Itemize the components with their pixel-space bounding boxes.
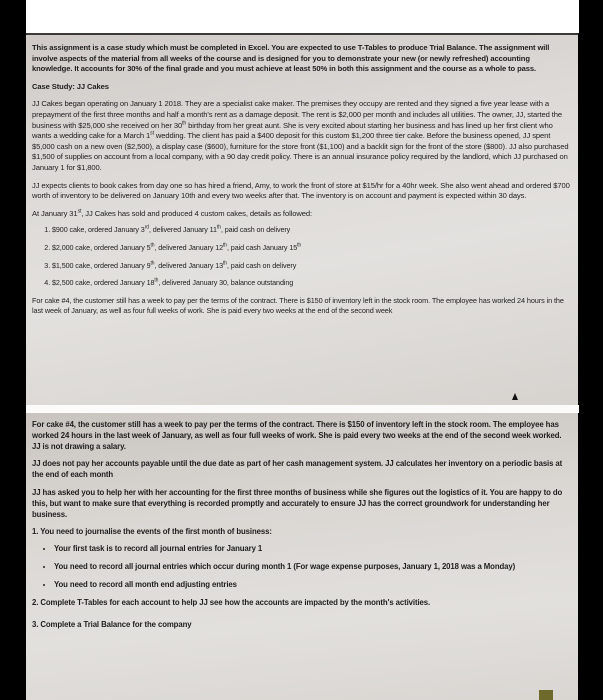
text-run: wedding. The client has paid a $400 deposit for this custom $1,200 three tier cake. Before the business opened, JJ spent $5,000 cash on a new oven ($2,500), a display case ($600), furniture for the store front ($1,100) and a backlit sign for the front of the store ($800). JJ also purchased $1,500 of supplies on account from a local company, with a 90 day credit policy. There is an annual insurance policy required by the landlord, which JJ purchased on January 1 for $1,800. (32, 131, 569, 172)
bullet-item: • You need to record all journal entries which occur during month 1 (For wage expense purposes, January 1, 2018 was a Monday) (54, 562, 572, 573)
superscript: st (77, 208, 82, 215)
text-run: At January 31 (32, 208, 78, 218)
accounts-payable-paragraph: JJ does not pay her accounts payable until the due date as part of her cash management system. JJ calculates her inventory on a periodic basis at the end of each month (32, 459, 563, 480)
text-run: , paid cash on delivery (220, 225, 291, 235)
help-request-paragraph: JJ has asked you to help her with her accounting for the first three months of business while she figures out the logistics of it. You are happy to do this, but want to make sure that everything is recorded promptly and accurately to ensure JJ has the correct groundwork for understanding her business. (32, 487, 563, 519)
text-run: , paid cash January 15 (227, 242, 298, 252)
cake-order-item (52, 278, 572, 289)
superscript: st (150, 130, 154, 137)
text-run: , JJ Cakes has sold and produced 4 custom cakes, details as followed: (81, 208, 313, 218)
cake-order-item (52, 225, 572, 236)
bullet-item: • You need to record all month end adjusting entries (54, 580, 572, 591)
text-run: $1,500 cake, ordered January 9 (52, 260, 151, 270)
cake-4-paragraph-cut: For cake #4, the customer still has a week to pay per the terms of the contract. There is $150 of inventory left in the stock room. The employee has worked 24 hours in the last week of January, as well as four full weeks of work. She is paid every two weeks at the end of the second week (32, 295, 564, 316)
bullet-item: • Your first task is to record all journal entries for January 1 (54, 544, 572, 555)
task-2: 2. Complete T-Tables for each account to help JJ see how the accounts are impacted by the month's activities. (32, 597, 431, 607)
text-run: birthday from her great aunt. She is very excited about starting her business and has lined up her first client who wants a wedding cake for a March 1 (32, 120, 553, 141)
superscript: th (150, 242, 155, 249)
cake-orders-list (32, 225, 572, 288)
task-1-bullets (32, 544, 572, 590)
superscript: th (154, 277, 159, 284)
superscript: th (297, 242, 302, 249)
business-background-paragraph (32, 99, 572, 173)
text-run: , delivered January 13 (154, 260, 224, 270)
text-run: , paid cash on delivery (227, 260, 297, 270)
task-list (32, 527, 572, 631)
text-run: JJ Cakes began operating on January 1 2018. They are a specialist cake maker. The premises they occupy are rented and they signed a five year lease with a prepayment of the first three months and half a month's rent as a damage deposit. The rent is $2,000 per month and includes all utilities. The owner, JJ, started the business with $25,000 she received on her 30 (32, 99, 563, 130)
sales-intro (32, 209, 572, 220)
task-1: 1. You need to journalise the events of the first month of business: (32, 527, 272, 537)
document-body (26, 413, 578, 631)
superscript: rd (144, 224, 149, 231)
case-study-title: Case Study: JJ Cakes (32, 81, 109, 91)
text-run: , delivered January 12 (154, 242, 224, 252)
intro-paragraph: This assignment is a case study which must be completed in Excel. You are expected to use T-Tables to produce Trial Balance. The assignment will involve aspects of the material from all weeks of the course and is designed for you to demonstrate your new (or newly refreshed) accounting knowledge. It accounts for 30% of the final grade and you must achieve at least 50% in both this assignment and the course as a whole to pass. (32, 43, 550, 74)
top-white-margin (26, 0, 579, 33)
superscript: th (223, 242, 227, 249)
cake-order-item (52, 261, 572, 272)
photo-divider (26, 405, 579, 413)
superscript: th (223, 260, 227, 267)
text-run: , delivered January 30, balance outstanding (158, 278, 294, 288)
document-photo-1 (26, 33, 578, 407)
mouse-cursor-icon (512, 393, 518, 400)
corner-badge (539, 690, 553, 700)
cake-4-paragraph: For cake #4, the customer still has a week to pay per the terms of the contract. There is $150 of inventory left in the stock room. The employee has worked 24 hours in the last week of January, as well as four full weeks of work. She is paid every two weeks at the end of the second week worked. JJ is not drawing a salary. (32, 420, 562, 451)
text-run: $2,000 cake, ordered January 5 (52, 242, 151, 252)
superscript: th (216, 224, 221, 231)
text-run: $2,500 cake, ordered January 18 (52, 278, 155, 288)
cake-order-item (52, 243, 572, 254)
superscript: th (150, 260, 155, 267)
task-3: 3. Complete a Trial Balance for the company (32, 620, 192, 630)
document-body (26, 35, 578, 317)
text-run: $900 cake, ordered January 3 (52, 225, 145, 235)
document-photo-2 (26, 413, 578, 700)
text-run: , delivered January 11 (148, 225, 217, 235)
staffing-paragraph: JJ expects clients to book cakes from day one so has hired a friend, Amy, to work the front of store at $15/hr for a 40hr week. She also went ahead and ordered $700 worth of inventory to be delivered on January 10th and every two weeks after that. The inventory is on account and payment is expected within 30 days. (32, 180, 570, 201)
superscript: th (182, 120, 187, 127)
